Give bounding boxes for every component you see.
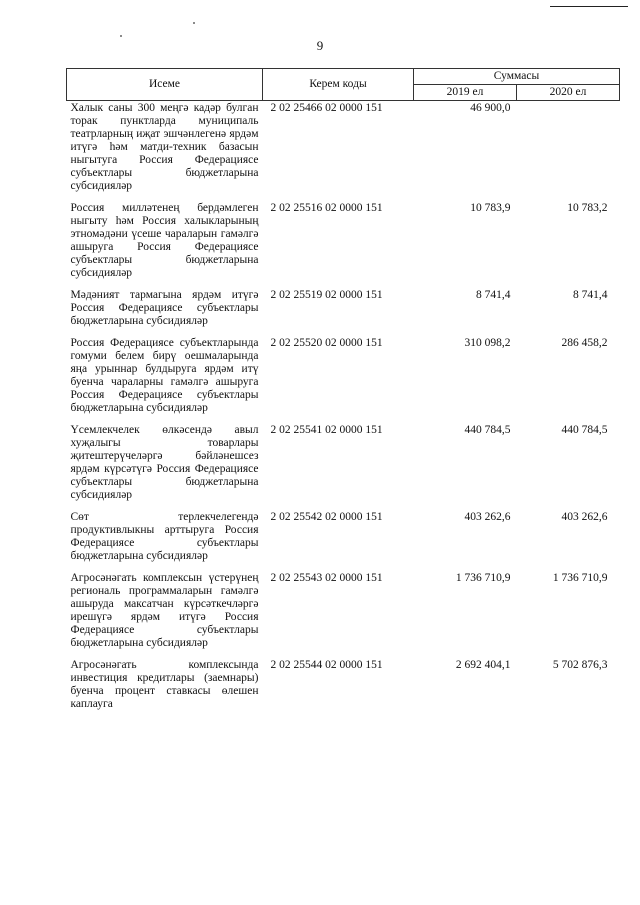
row-amount-2020: 440 784,5 (561, 424, 608, 436)
row-amount-2020: 403 262,6 (561, 511, 608, 523)
table-row (67, 101, 620, 202)
table-header-row (67, 69, 620, 85)
row-amount-2020: 1 736 710,9 (552, 572, 608, 584)
table-row (67, 510, 620, 571)
row-name: Агросәнәгать комплексында инвестиция кредитлары (заемнары) буенча процент ставкасы өлешен каплауга (70, 659, 259, 710)
row-amount-2020: 10 783,2 (567, 202, 608, 214)
row-name: Сөт терлекчелегендә продуктивлыкны арттыруга Россия Федерациясе субъектлары бюджетларына субсидияләр (70, 511, 259, 562)
row-code: 2 02 25542 02 0000 151 (270, 511, 383, 523)
header-name: Исеме (67, 69, 263, 101)
row-name: Мәдәният тармагына ярдәм итүгә Россия Федерациясе субъектлары бюджетларына субсидияләр (70, 289, 259, 327)
row-amount-2020: 5 702 876,3 (552, 659, 608, 671)
table-row (67, 571, 620, 658)
header-year-2020: 2020 ел (517, 85, 620, 101)
row-amount-2019: 2 692 404,1 (455, 659, 511, 671)
table-row (67, 288, 620, 336)
row-amount-2019: 8 741,4 (476, 289, 511, 301)
table-row (67, 423, 620, 510)
row-name: Россия милләтенең бердәмлеген ныгыту һәм Россия халыкларының этномәдәни үсеше чараларын гамәлгә ашыруга Россия Федерациясе субъектлары бюджетларына субсидияләр (70, 202, 259, 279)
row-amount-2019: 440 784,5 (464, 424, 511, 436)
row-name: Агросәнәгать комплексын үстерүнең региональ программаларын гамәлгә ашыруда максатчан күрсәткечләргә ирешүгә ярдәм итүгә Россия Федерациясе субъектлары бюджетларына субсидияләр (70, 572, 259, 649)
row-code: 2 02 25544 02 0000 151 (270, 659, 383, 671)
header-year-2019: 2019 ел (414, 85, 517, 101)
top-rule (550, 6, 628, 7)
row-code: 2 02 25516 02 0000 151 (270, 202, 383, 214)
row-name: Үсемлекчелек өлкәсендә авыл хуҗалыгы товарлары җитештерүчеләргә бәйләнешсез ярдәм күрсәтүгә Россия Федерациясе субъектлары бюджетларына субсидияләр (70, 424, 259, 501)
row-amount-2019: 403 262,6 (464, 511, 511, 523)
row-name: Россия Федерациясе субъектларында гомуми белем бирү оешмаларында яңа урыннар булдыруга ярдәм итү буенча чараларны гамәлгә ашыруга Россия Федерациясе субъектлары бюджетларына субсидияләр (70, 337, 259, 414)
row-code: 2 02 25519 02 0000 151 (270, 289, 383, 301)
table-row (67, 658, 620, 719)
row-code: 2 02 25466 02 0000 151 (270, 102, 383, 114)
budget-table (66, 68, 620, 719)
row-amount-2020: 8 741,4 (573, 289, 608, 301)
row-name: Халык саны 300 меңгә кадәр булган торак пунктларда муниципаль театрларның иҗат эшчәнлегенә ярдәм итүгә һәм матди-техник базасын ныгытуга Россия Федерациясе субъектлары бюджетларына субсидияләр (70, 102, 259, 192)
scan-speck (120, 35, 122, 37)
row-amount-2019: 1 736 710,9 (455, 572, 511, 584)
page-number: 9 (316, 38, 324, 53)
row-code: 2 02 25543 02 0000 151 (270, 572, 383, 584)
scan-speck (193, 22, 195, 24)
row-amount-2019: 46 900,0 (470, 102, 511, 114)
header-code: Керем коды (263, 69, 414, 101)
table-row (67, 336, 620, 423)
row-amount-2020 (517, 101, 620, 202)
table-row (67, 201, 620, 288)
row-code: 2 02 25520 02 0000 151 (270, 337, 383, 349)
row-amount-2019: 310 098,2 (464, 337, 511, 349)
header-sum: Суммасы (414, 69, 620, 85)
row-code: 2 02 25541 02 0000 151 (270, 424, 383, 436)
row-amount-2020: 286 458,2 (561, 337, 608, 349)
row-amount-2019: 10 783,9 (470, 202, 511, 214)
